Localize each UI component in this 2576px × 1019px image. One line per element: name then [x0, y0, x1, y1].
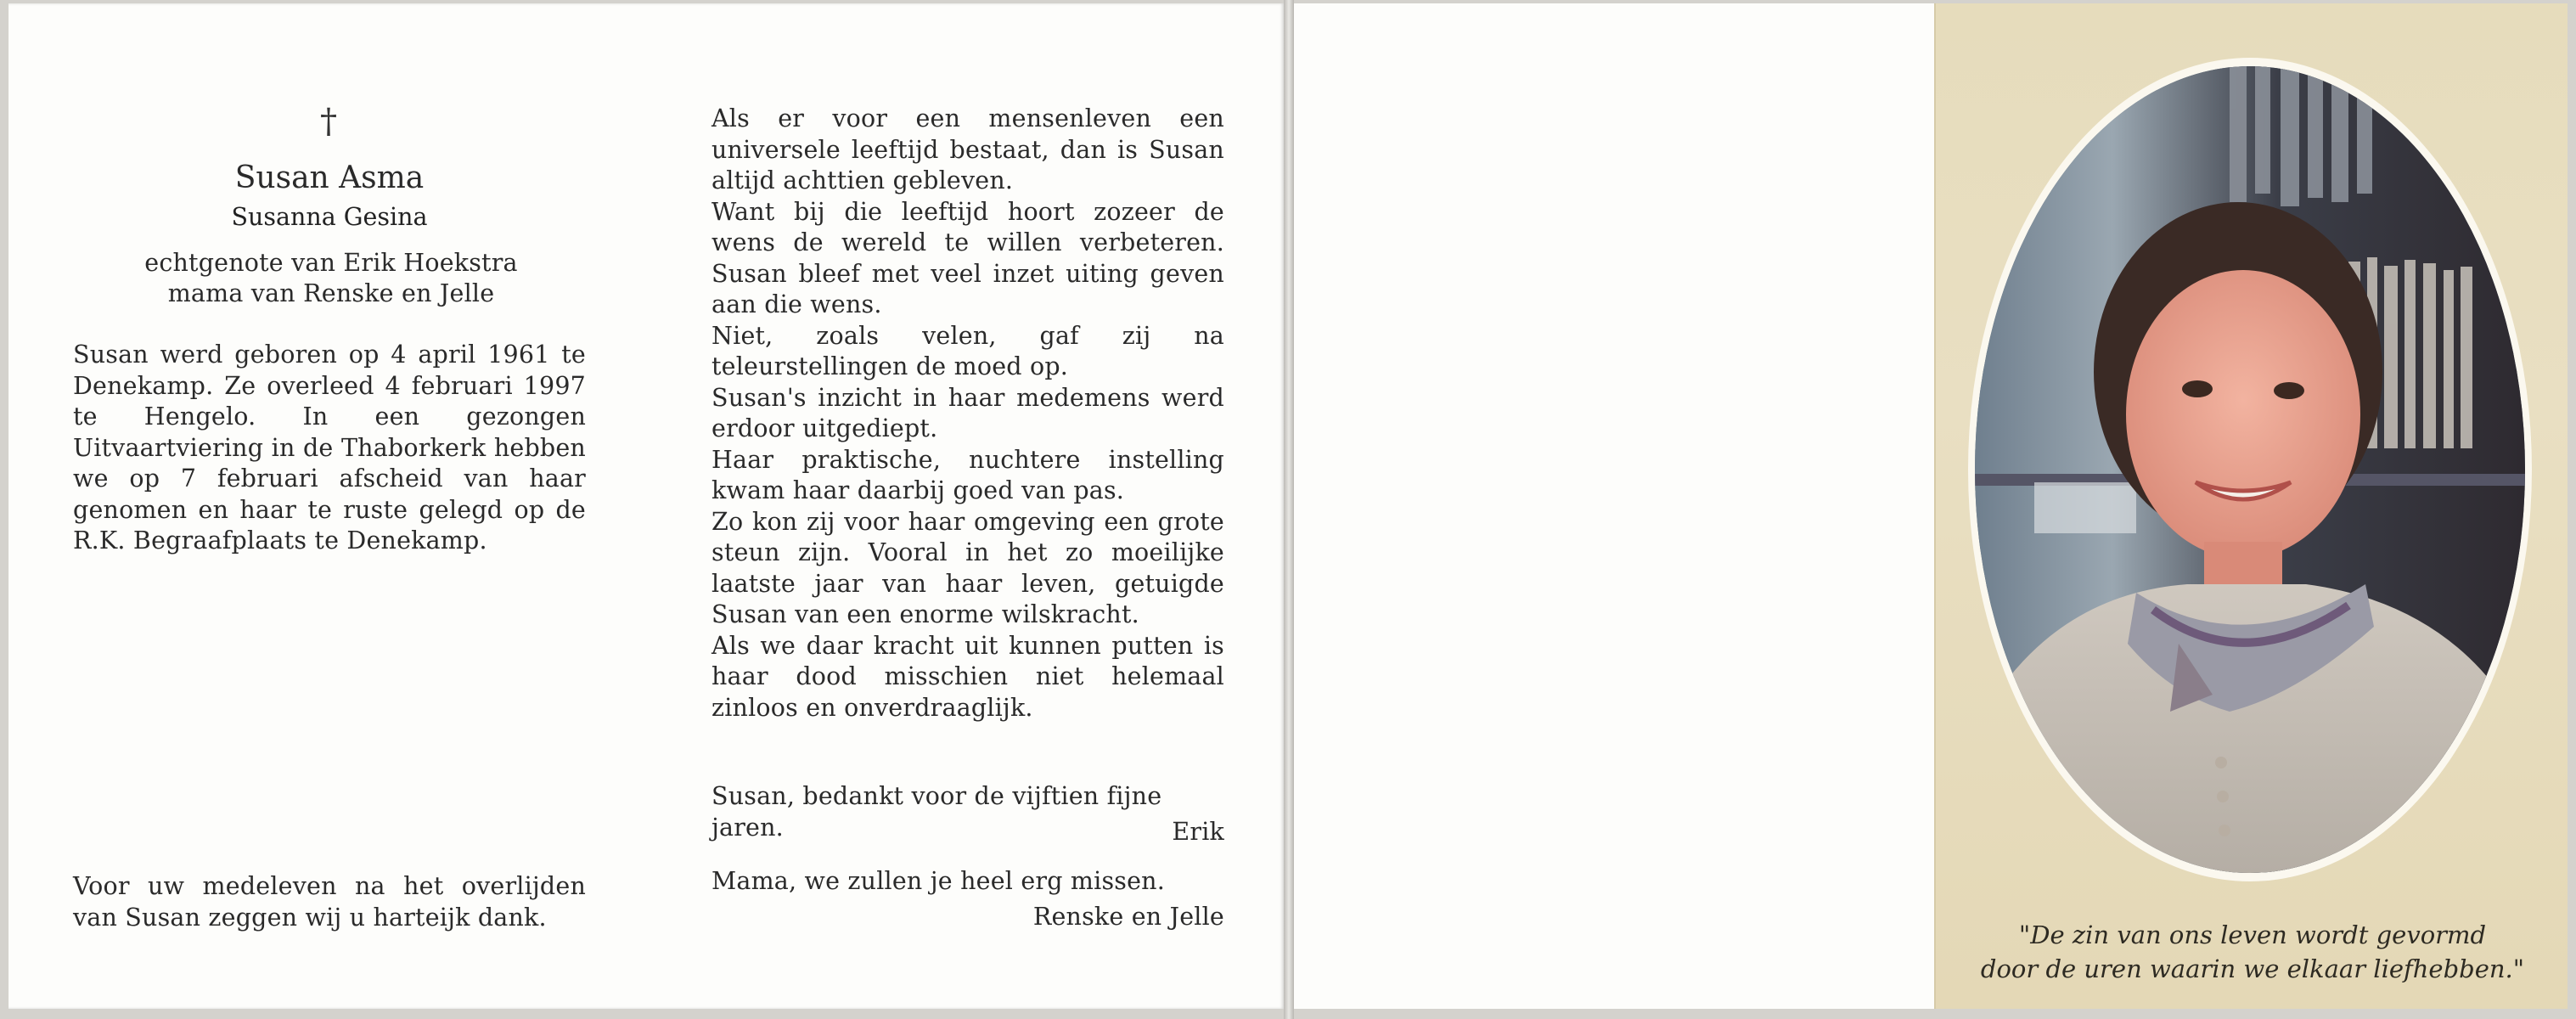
closing-message-spouse: Susan, bedankt voor de vijftien fijne jaren. [711, 782, 1162, 842]
relation-spouse: echtgenote van Erik Hoekstra [144, 249, 518, 277]
thanks-paragraph: Voor uw medeleven na het overlijden van Susan zeggen wij u harteijk dank. [73, 872, 586, 932]
memorial-paragraph: Want bij die leeftijd hoort zozeer de wens de wereld te willen verbeteren. Susan bleef met veel inzet uiting geven aan die wens. [711, 197, 1224, 318]
memorial-paragraph: Susan's inzicht in haar medemens werd erdoor uitgediept. [711, 383, 1224, 442]
photo-panel [1934, 3, 2568, 1009]
signature-spouse: Erik [1172, 818, 1224, 846]
given-names: Susanna Gesina [231, 203, 428, 231]
deceased-name: Susan Asma [234, 160, 425, 195]
portrait-photo [1975, 66, 2525, 873]
closing-message-children: Mama, we zullen je heel erg missen. [711, 867, 1165, 895]
signature-children: Renske en Jelle [1032, 903, 1224, 931]
biography-paragraph: Susan werd geboren op 4 april 1961 te Denekamp. Ze overleed 4 februari 1997 te Hengelo. In een gezongen Uitvaartviering in de Thaborkerk hebben we op 7 februari afscheid van haar genomen en haar te ruste gelegd op de R.K. Begraafplaats te Denekamp. [73, 341, 586, 555]
memorial-paragraph: Haar praktische, nuchtere instelling kwam haar daarbij goed van pas. [711, 445, 1224, 504]
relation-children: mama van Renske en Jelle [167, 279, 495, 307]
memorial-paragraph: Zo kon zij voor haar omgeving een grote steun zijn. Vooral in het zo moeilijke laatste jaar van haar leven, getuigde Susan van een enorme wilskracht. [711, 507, 1224, 628]
memorial-paragraph: Als we daar kracht uit kunnen putten is haar dood misschien niet helemaal zinloos en onverdraaglijk. [711, 631, 1224, 722]
cross-icon: † [320, 102, 337, 141]
card-fold [1284, 0, 1294, 1019]
memorial-paragraph: Als er voor een mensenleven een universele leeftijd bestaat, dan is Susan altijd achttien gebleven. [711, 104, 1224, 194]
quote-line-1: "De zin van ons leven wordt gevormd [2018, 920, 2487, 949]
quote-line-2: door de uren waarin we elkaar liefhebben." [1980, 954, 2525, 983]
memorial-paragraph: Niet, zoals velen, gaf zij na teleurstellingen de moed op. [711, 321, 1224, 380]
memorial-text [711, 104, 1224, 723]
